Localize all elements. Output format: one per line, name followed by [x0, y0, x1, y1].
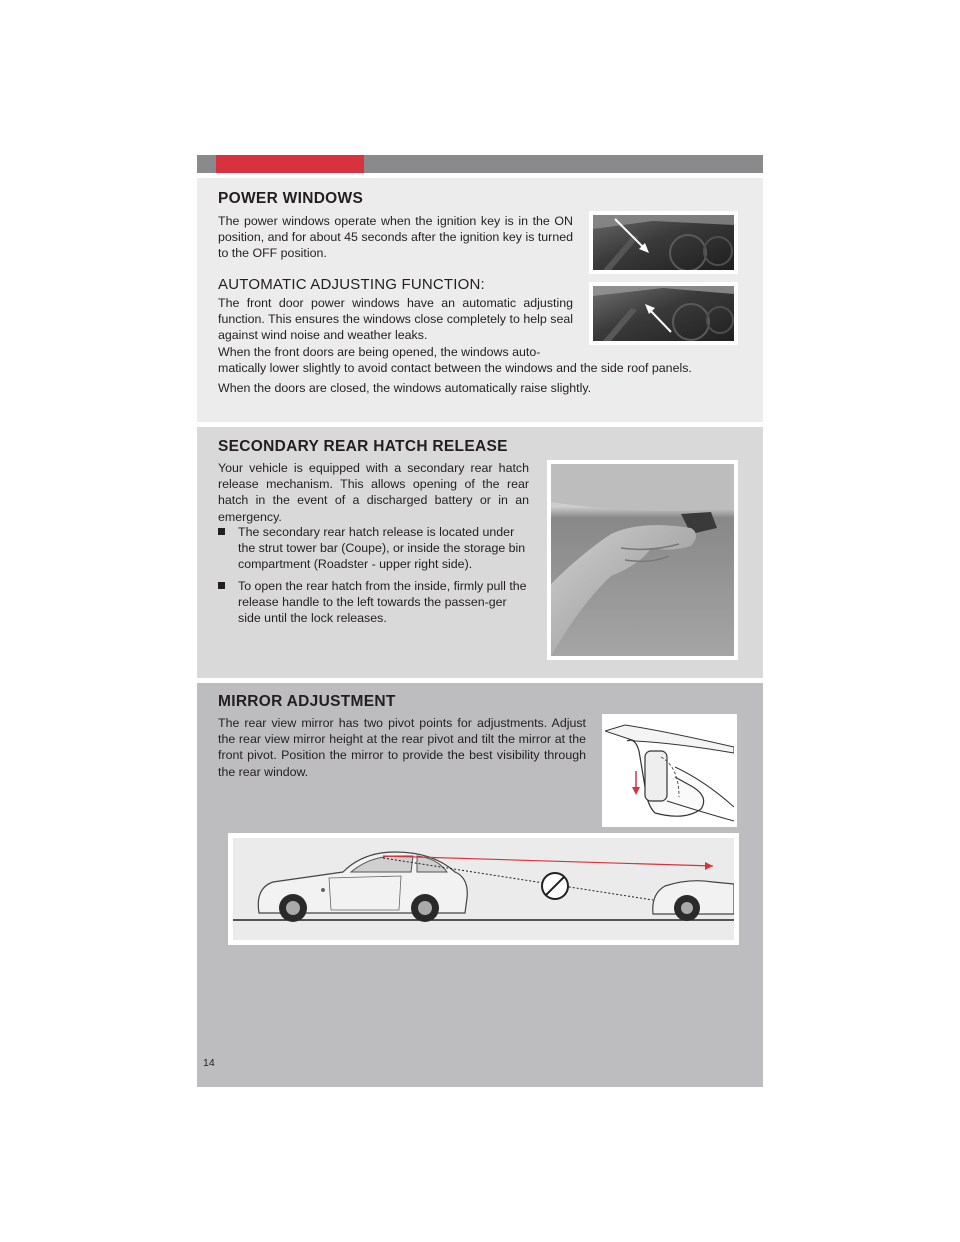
mirror-illustration — [602, 714, 737, 827]
list-item-text: To open the rear hatch from the inside, firmly pull the release handle to the left towards the passen-ger side until the lock releases. — [238, 579, 527, 626]
paragraph: When the doors are closed, the windows automatically raise slightly. — [218, 381, 592, 395]
section-title: MIRROR ADJUSTMENT — [218, 693, 396, 710]
paragraph-line: When the front doors are being opened, the windows auto- — [218, 345, 541, 359]
paragraph-line: matically lower slightly to avoid contact between the windows and the side roof panels. — [218, 361, 692, 375]
subsection-title: AUTOMATIC ADJUSTING FUNCTION: — [218, 276, 485, 293]
bullet-icon — [218, 528, 225, 535]
page-number: 14 — [203, 1057, 215, 1069]
bullet-icon — [218, 582, 225, 589]
paragraph: The front door power windows have an automatic adjusting function. This ensures the windows close completely to help seal against wind noise and weather leaks. — [218, 296, 573, 343]
intro-text: Your vehicle is equipped with a secondary rear hatch release mechanism. This allows opening of the rear hatch in the event of a discharged battery or in an emergency. — [218, 461, 529, 524]
window-raised-photo — [589, 282, 738, 345]
rear-hatch-section — [197, 427, 763, 678]
list-item — [238, 524, 529, 573]
section-title: POWER WINDOWS — [218, 190, 364, 207]
mirror-view-diagram — [228, 833, 739, 945]
list-item-text: The secondary rear hatch release is located under the strut tower bar (Coupe), or inside the storage bin compartment (Roadster - upper right side). — [238, 525, 526, 572]
hatch-release-photo — [547, 460, 738, 660]
section-title: SECONDARY REAR HATCH RELEASE — [218, 438, 508, 455]
header-accent — [216, 155, 364, 173]
mirror-adjustment-section — [197, 683, 763, 1087]
intro-text: The power windows operate when the ignition key is in the ON position, and for about 45 seconds after the ignition key is turned to the OFF position. — [218, 214, 573, 261]
list-item — [238, 578, 529, 627]
window-lowered-photo — [589, 211, 738, 274]
power-windows-section — [197, 178, 763, 422]
mirror-text: The rear view mirror has two pivot points for adjustments. Adjust the rear view mirror height at the rear pivot and tilt the mirror at the front pivot. Position the mirror to provide the best visibility through the rear window. — [218, 716, 586, 779]
header-bar — [197, 155, 763, 173]
